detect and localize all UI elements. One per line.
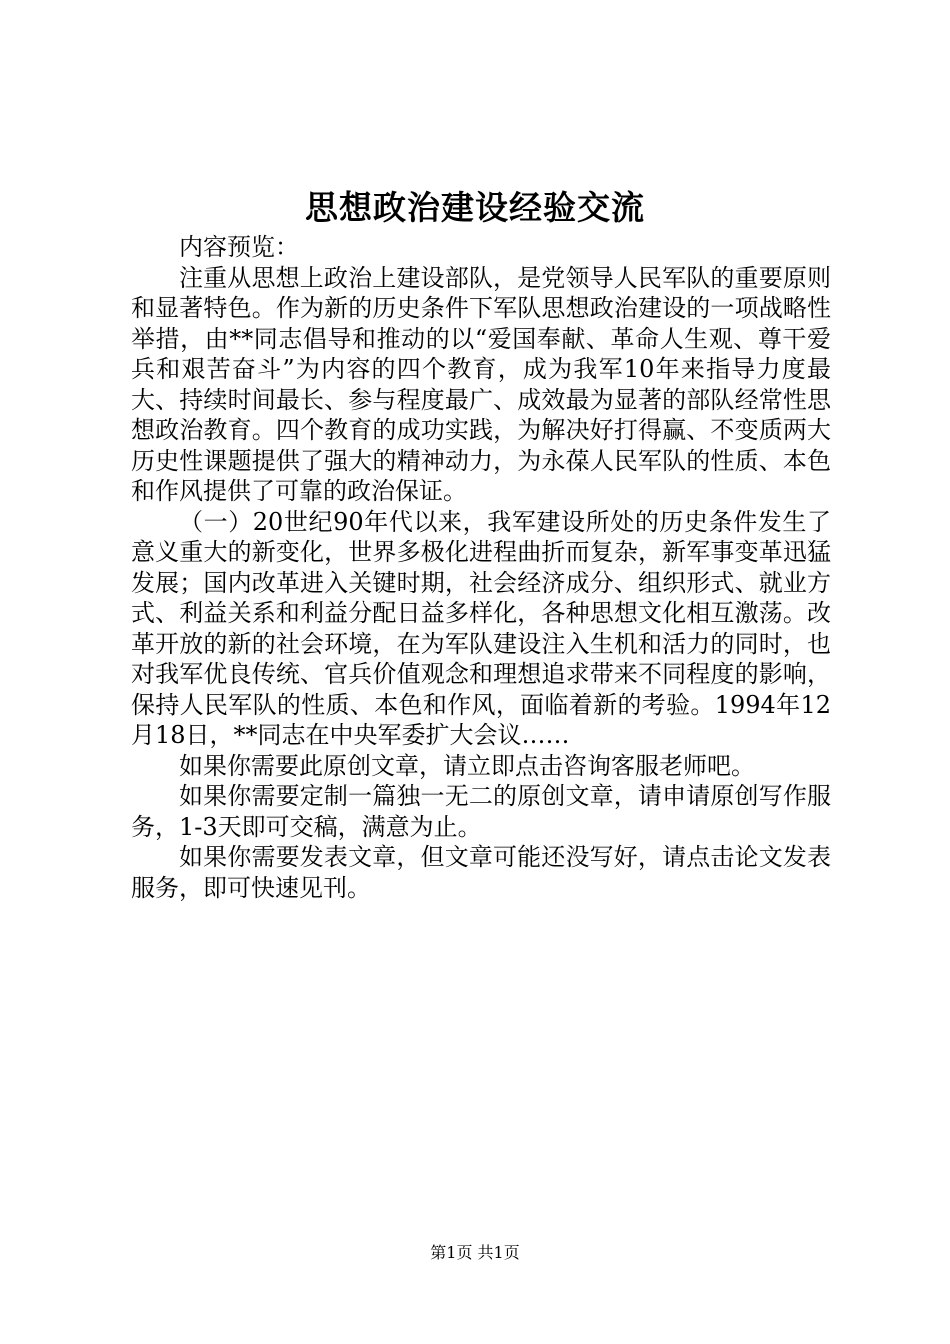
document-title: 思想政治建设经验交流 <box>305 188 645 227</box>
paragraph-consult-notice: 如果你需要此原创文章，请立即点击咨询客服老师吧。 <box>179 751 755 780</box>
preview-label: 内容预览： <box>179 233 299 261</box>
page-footer: 第1页 共1页 <box>430 1243 520 1262</box>
paragraph-intro: 注重从思想上政治上建设部队，是党领导人民军队的重要原则和显著特色。作为新的历史条件下军队思想政治建设的一项战略性举措，由**同志倡导和推动的以“爱国奉献、革命人生观、尊干爱兵和艰苦奋斗”为内容的四个教育，成为我军10年来指导力度最大、持续时间最长、参与程度最广、成效最为显著的部队经常性思想政治教育。四个教育的成功实践，为解决好打得赢、不变质两大历史性课题提供了强大的精神动力，为永葆人民军队的性质、本色和作风提供了可靠的政治保证。 <box>131 263 831 505</box>
paragraph-publish-notice: 如果你需要发表文章，但文章可能还没写好，请点击论文发表服务，即可快速见刊。 <box>131 843 831 902</box>
document-body <box>131 232 831 903</box>
paragraph-section-one: （一）20世纪90年代以来，我军建设所处的历史条件发生了意义重大的新变化，世界多极化进程曲折而复杂，新军事变革迅猛发展；国内改革进入关键时期，社会经济成分、组织形式、就业方式、利益关系和利益分配日益多样化，各种思想文化相互激荡。改革开放的新的社会环境，在为军队建设注入生机和活力的同时，也对我军优良传统、官兵价值观念和理想追求带来不同程度的影响，保持人民军队的性质、本色和作风，面临着新的考验。1994年12月18日，**同志在中央军委扩大会议…… <box>131 507 831 749</box>
paragraph-custom-writing-notice: 如果你需要定制一篇独一无二的原创文章，请申请原创写作服务，1-3天即可交稿，满意为止。 <box>131 782 831 841</box>
